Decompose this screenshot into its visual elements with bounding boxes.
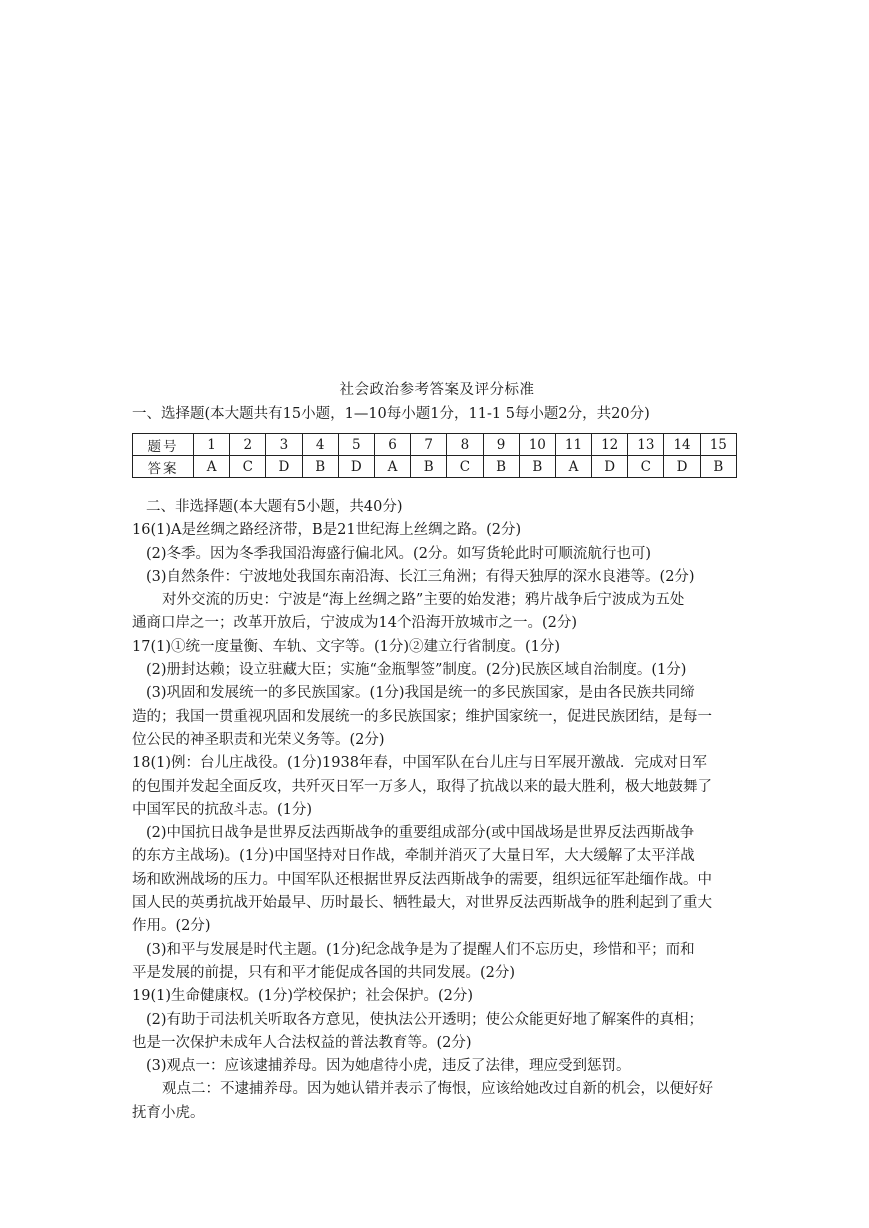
document-title: 社会政治参考答案及评分标准 <box>339 382 535 398</box>
q17-part1: 17(1)①统一度量衡、车轨、文字等。(1分)②建立行省制度。(1分) <box>132 638 561 655</box>
answer-cell: B <box>411 456 447 478</box>
answer-cell: B <box>519 456 555 478</box>
answer-cell: C <box>230 456 266 478</box>
section-1-heading: 一、选择题(本大题共有15小题，1—10每小题1分，11-1 5每小题2分，共20分) <box>132 406 650 422</box>
answer-cell: B <box>700 456 736 478</box>
q18-part1-line2: 的包围并发起全面反攻，共歼灭日军一万多人，取得了抗战以来的最大胜利，极大地鼓舞了 <box>132 778 712 795</box>
q17-part2: (2)册封达赖；设立驻藏大臣；实施“金瓶掣签”制度。(2分)民族区域自治制度。(1分) <box>146 662 687 679</box>
q19-part3-view1: (3)观点一：应该逮捕养母。因为她虐待小虎，违反了法律，理应受到惩罚。 <box>146 1058 631 1075</box>
q18-part3-line2: 平是发展的前提，只有和平才能促成各国的共同发展。(2分) <box>132 964 516 981</box>
question-number-cell: 3 <box>266 434 302 456</box>
answer-cell: B <box>302 456 338 478</box>
question-number-cell: 14 <box>664 434 700 456</box>
row-header-number: 题号 <box>133 434 194 456</box>
answer-cell: D <box>664 456 700 478</box>
q16-part3-history-line1: 对外交流的历史：宁波是“海上丝绸之路”主要的始发港；鸦片战争后宁波成为五处 <box>162 592 685 609</box>
question-number-cell: 11 <box>555 434 591 456</box>
answer-cell: C <box>447 456 483 478</box>
q19-part3-view2-line2: 抚育小虎。 <box>132 1104 205 1121</box>
q19-part1: 19(1)生命健康权。(1分)学校保护；社会保护。(2分) <box>132 988 474 1005</box>
question-number-cell: 6 <box>374 434 410 456</box>
q19-part2-line2: 也是一次保护未成年人合法权益的普法教育等。(2分) <box>132 1034 472 1051</box>
q18-part1-line1: 18(1)例：台儿庄战役。(1分)1938年春，中国军队在台儿庄与日军展开激战．完成对日军 <box>132 755 707 772</box>
question-number-cell: 10 <box>519 434 555 456</box>
answer-cell: B <box>483 456 519 478</box>
q16-part1: 16(1)A是丝绸之路经济带，B是21世纪海上丝绸之路。(2分) <box>132 522 522 539</box>
answer-cell: A <box>374 456 410 478</box>
answer-cell: D <box>266 456 302 478</box>
row-header-answer: 答案 <box>133 456 194 478</box>
q17-part3-line3: 位公民的神圣职责和光荣义务等。(2分) <box>132 731 385 748</box>
answer-cell: C <box>628 456 664 478</box>
question-number-cell: 2 <box>230 434 266 456</box>
q16-part2: (2)冬季。因为冬季我国沿海盛行偏北风。(2分。如写货轮此时可顺流航行也可) <box>146 545 652 562</box>
q18-part3-line1: (3)和平与发展是时代主题。(1分)纪念战争是为了提醒人们不忘历史，珍惜和平；而和 <box>146 941 695 958</box>
answer-cell: D <box>592 456 628 478</box>
answer-table <box>132 433 737 478</box>
answer-row <box>133 456 737 478</box>
section-2-heading: 二、非选择题(本大题有5小题，共40分) <box>146 499 403 515</box>
answer-cell: A <box>194 456 230 478</box>
q18-part2-line4: 国人民的英勇抗战开始最早、历时最长、牺牲最大，对世界反法西斯战争的胜利起到了重大 <box>132 895 712 912</box>
q17-part3-line1: (3)巩固和发展统一的多民族国家。(1分)我国是统一的多民族国家，是由各民族共同缔 <box>146 685 695 702</box>
q18-part2-line3: 场和欧洲战场的压力。中国军队还根据世界反法西斯战争的需要，组织远征军赴缅作战。中 <box>132 871 712 888</box>
question-number-cell: 12 <box>592 434 628 456</box>
answer-cell: A <box>555 456 591 478</box>
q19-part2-line1: (2)有助于司法机关听取各方意见，使执法公开透明；使公众能更好地了解案件的真相； <box>146 1011 704 1028</box>
q18-part2-line1: (2)中国抗日战争是世界反法西斯战争的重要组成部分(或中国战场是世界反法西斯战争 <box>146 825 695 842</box>
q17-part3-line2: 造的；我国一贯重视巩固和发展统一的多民族国家；维护国家统一，促进民族团结，是每一 <box>132 708 712 725</box>
q18-part2-line2: 的东方主战场)。(1分)中国坚持对日作战，牵制并消灭了大量日军，大大缓解了太平洋战 <box>132 848 695 865</box>
question-number-cell: 7 <box>411 434 447 456</box>
question-number-cell: 13 <box>628 434 664 456</box>
q18-part2-line5: 作用。(2分) <box>132 918 211 935</box>
answer-body <box>132 496 737 1125</box>
question-number-cell: 15 <box>700 434 736 456</box>
answer-cell: D <box>338 456 374 478</box>
q16-part3: (3)自然条件：宁波地处我国东南沿海、长江三角洲；有得天独厚的深水良港等。(2分) <box>146 568 695 585</box>
question-number-cell: 1 <box>194 434 230 456</box>
q16-part3-history-line2: 通商口岸之一；改革开放后，宁波成为14个沿海开放城市之一。(2分) <box>132 615 577 632</box>
q19-part3-view2-line1: 观点二：不逮捕养母。因为她认错并表示了悔恨，应该给她改过自新的机会，以便好好 <box>162 1081 713 1098</box>
q18-part1-line3: 中国军民的抗敌斗志。(1分) <box>132 801 313 818</box>
question-number-cell: 5 <box>338 434 374 456</box>
question-number-cell: 8 <box>447 434 483 456</box>
question-number-row <box>133 434 737 456</box>
question-number-cell: 4 <box>302 434 338 456</box>
question-number-cell: 9 <box>483 434 519 456</box>
